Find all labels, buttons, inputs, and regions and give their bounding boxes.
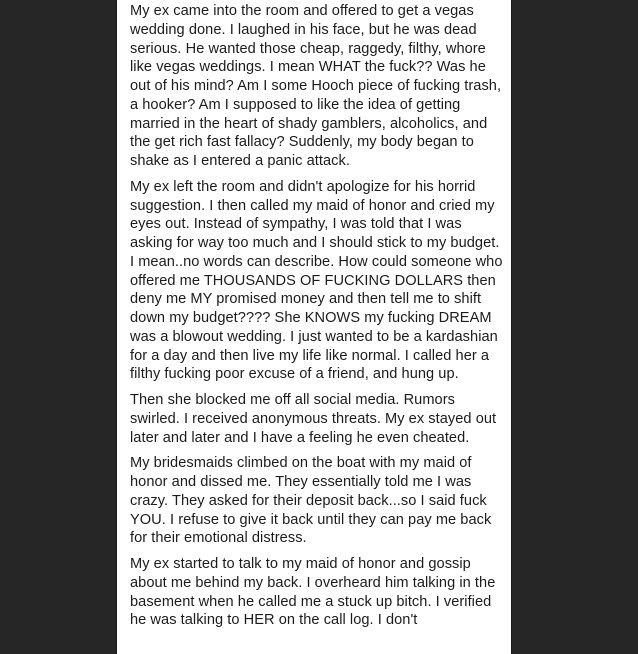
post-paragraph-1: My ex came into the room and offered to get a vegas wedding done. I laughed in his face, but he was dead serious. He wanted those cheap, raggedy, filthy, whore like vegas weddings. I mean WHAT the fuck?? Was he out of his mind? Am I some Hooch piece of fucking trash, a hooker? Am I supposed to like the idea of getting married in the heart of shady gamblers, alcoholics, and the get rich fast fallacy? Suddenly, my body began to shake as I entered a panic attack. bbox=[130, 3, 502, 169]
post-paragraph-3: Then she blocked me off all social media. Rumors swirled. I received anonymous threats. My ex stayed out later and later and I have a feeling he even cheated. bbox=[130, 392, 497, 446]
post-body bbox=[130, 2, 505, 637]
post-paragraph-2: My ex left the room and didn't apologize for his horrid suggestion. I then called my maid of honor and cried my eyes out. Instead of sympathy, I was told that I was asking for way too much and I should stick to my budget. I mean..no words can describe. How could someone who offered me THOUSANDS OF FUCKING DOLLARS then deny me MY promised money and then tell me to shift down my budget???? She KNOWS my fucking DREAM was a blowout wedding. I just wanted to be a kardashian for a day and then live my life like normal. I called her a filthy fucking poor excuse of a friend, and hung up. bbox=[130, 178, 503, 383]
post-paragraph-5: My ex started to talk to my maid of honor and gossip about me behind my back. I overheard him talking in the basement when he called me a stuck up bitch. I verified he was talking to HER on the call log. I don't bbox=[130, 556, 496, 629]
bottom-cutoff bbox=[117, 646, 511, 654]
post-paragraph-4: My bridesmaids climbed on the boat with my maid of honor and dissed me. They essentially told me I was crazy. They asked for their deposit back...so I said fuck YOU. I refuse to give it back until they can pay me back for their emotional distress. bbox=[130, 455, 492, 547]
post-panel[interactable] bbox=[116, 0, 512, 654]
